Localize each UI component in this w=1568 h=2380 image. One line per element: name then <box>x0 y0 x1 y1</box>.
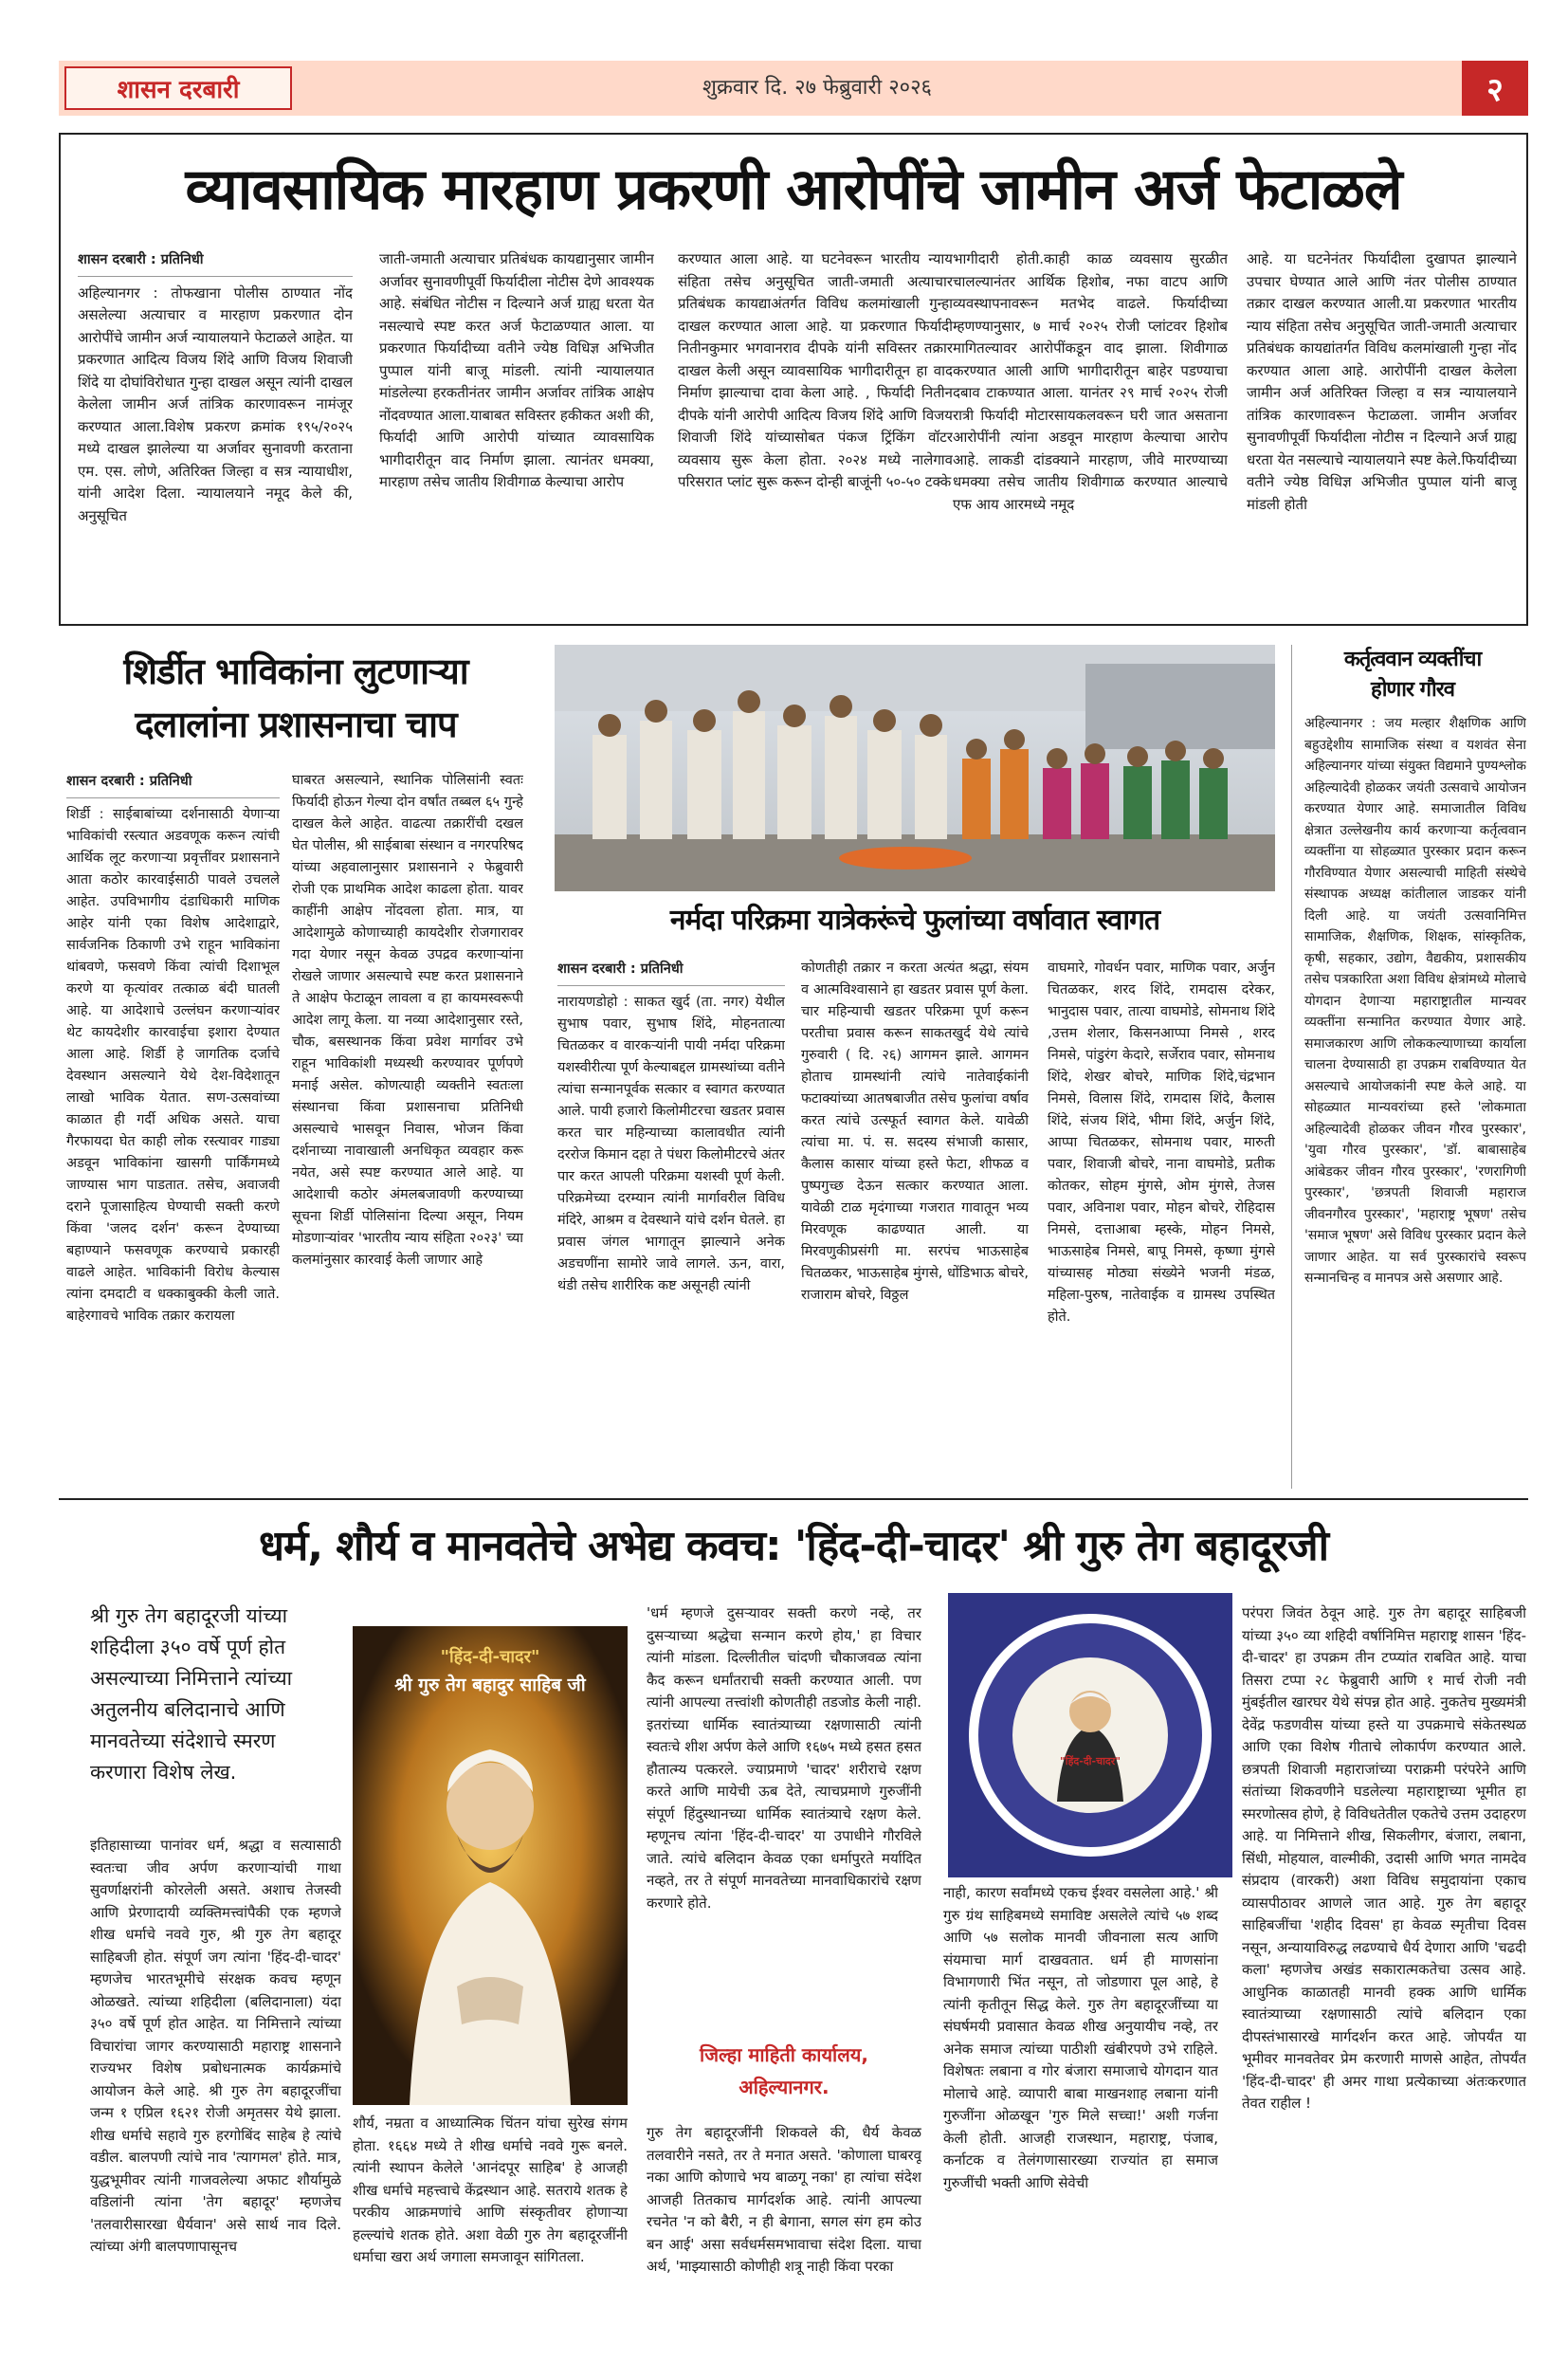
masthead-date: शुक्रवार दि. २७ फेब्रुवारी २०२६ <box>702 76 932 100</box>
poster-name: श्री गुरु तेग बहादुर साहिब जी <box>394 1675 586 1695</box>
poster-title: "हिंद-दी-चादर" <box>440 1647 540 1667</box>
narmada-col-1-text: नारायणडोहो : साकत खुर्द (ता. नगर) येथील सुभाष पवार, सुभाष शिंदे, मोहनतात्या चितळकर व वारकऱ्यांनी पायी नर्मदा परिक्रमा यशस्वीरीत्या पूर्ण केल्याबद्दल ग्रामस्थांच्या वतीने त्यांचा सन्मानपूर्वक सत्कार व स्वागत करण्यात आले. पायी हजारो किलोमीटरचा खडतर प्रवास करत चार महिन्याच्या कालावधीत त्यांनी दररोज किमान दहा ते पंधरा किलोमीटरचे अंतर पार करत आपली परिक्रमा यशस्वी पूर्ण केली. परिक्रमेच्या दरम्यान त्यांनी मार्गावरील विविध मंदिरे, आश्रम व देवस्थाने यांचे दर्शन घेतले. हा प्रवास जंगल भागातून झाल्याने अनेक अडचणींना सामोरे जावे लागले. ऊन, वारा, थंडी तसेच शारीरिक कष्ट असूनही त्यांनी <box>557 994 785 1293</box>
narmada-col-2-text: कोणतीही तक्रार न करता अत्यंत श्रद्धा, संयम व आत्मविश्वासाने हा खडतर प्रवास पूर्ण केला. चार महिन्याची खडतर परिक्रमा पूर्ण करून परतीचा प्रवास करून साकतखुर्द येथे त्यांचे गुरुवारी ( दि. २६) आगमन झाले. आगमन होताच ग्रामस्थांनी त्यांचे नातेवाईकांनी फटाक्यांच्या आतषबाजीत तसेच फुलांचा वर्षाव करत त्यांचे उत्स्फूर्त स्वागत केले. यावेळी त्यांचा मा. पं. स. सदस्य संभाजी कासार, कैलास कासार यांच्या हस्ते फेटा, शीफळ व पुष्पगुच्छ देऊन सत्कार करण्यात आला. यावेळी टाळ मृदंगाच्या गजरात गावातून भव्य मिरवणूक काढण्यात आली. या मिरवणुकीप्रसंगी मा. सरपंच भाऊसाहेब चितळकर, भाऊसाहेब मुंगसे, धोंडिभाऊ बोचरे, राजाराम बोचरे, विठ्ठल <box>801 961 1029 1303</box>
sidebar-body <box>1304 713 1526 1489</box>
lead-col-2 <box>379 248 654 618</box>
narmada-col-2 <box>801 958 1029 1489</box>
hind-di-chadar-logo <box>948 1593 1232 1877</box>
masthead-brand: शासन दरबारी <box>117 76 240 104</box>
narmada-col-3 <box>1048 958 1275 1489</box>
lead-col-4 <box>953 248 1228 618</box>
sidebar-divider <box>1291 645 1292 1489</box>
guru-col-6: परंपरा जिवंत ठेवून आहे. गुरु तेग बहादूर साहिबजी यांच्या ३५० व्या शहिदी वर्षानिमित्त महाराष्ट्र शासन 'हिंद-दी-चादर' हा उपक्रम तीन टप्प्यांत राबवित आहे. याचा तिसरा टप्पा २८ फेब्रुवारी आणि १ मार्च रोजी नवी मुंबईतील खारघर येथे संपन्न होत आहे. नुकतेच मुख्यमंत्री देवेंद्र फडणवीस यांच्या हस्ते या उपक्रमाचे संकेतस्थळ आणि एका विशेष गीताचे लोकार्पण करण्यात आले. छत्रपती शिवाजी महाराजांच्या पराक्रमी परंपरेने आणि संतांच्या शिकवणीने घडलेल्या महाराष्ट्राच्या भूमीत हा स्मरणोत्सव होणे, हे विविधतेतील एकतेचे उत्तम उदाहरण आहे. या निमित्ताने शीख, सिकलीगर, बंजारा, लबाना, सिंधी, मोहयाल, वाल्मीकी, उदासी आणि भगत नामदेव संप्रदाय (वारकरी) अशा विविध समुदायांना एकाच व्यासपीठावर आणले जात आहे. गुरु तेग बहादूर साहिबजींचा 'शहीद दिवस' हा केवळ स्मृतीचा दिवस नसून, अन्यायाविरुद्ध लढण्याचे धैर्य देणारा आणि 'चढदी कला' म्हणजेच अखंड सकारात्मकतेचा उत्सव आहे. आधुनिक काळातही मानवी हक्क आणि धार्मिक स्वातंत्र्याच्या रक्षणासाठी त्यांचे बलिदान एका दीपस्तंभासारखे मार्गदर्शन करत आहे. जोपर्यंत या भूमीवर मानवतेवर प्रेम करणारी माणसे आहेत, तोपर्यंत 'हिंद-दी-चादर' ही अमर गाथा प्रत्येकाच्या अंतःकरणात तेवत राहील ! <box>1242 1604 1526 2112</box>
guru-intro: श्री गुरु तेग बहादूरजी यांच्या शहिदीला ३५० वर्षे पूर्ण होत असल्याच्या निमित्ताने त्यांच्या अतुलनीय बलिदानाचे आणि मानवतेच्या संदेशाचे स्मरण करणारा विशेष लेख. <box>90 1604 293 1784</box>
lead-col-2-text: जाती-जमाती अत्याचार प्रतिबंधक कायद्यानुसार जामीन अर्जावर सुनावणीपूर्वी फिर्यादीला नोटीस देणे आवश्यक आहे. संबंधित नोटीस न दिल्याने अर्ज ग्राह्य धरता येत नसल्याचे स्पष्ट करत अर्ज फेटाळण्यात आला. या प्रकरणात फिर्यादीच्या वतीने ज्येष्ठ विधिज्ञ अभिजीत पुप्पाल यांनी बाजू मांडली. त्यांनी न्यायालयात मांडलेल्या हरकतीनंतर जामीन अर्जावर तांत्रिक आक्षेप नोंदवण्यात आला.याबाबत सविस्तर हकीकत अशी की, फिर्यादी आणि आरोपी यांच्यात व्यावसायिक भागीदारीतून वाद निर्माण झाला. त्यानंतर धमक्या, मारहाण तसेच जातीय शिवीगाळ केल्याचा आरोप <box>379 250 654 490</box>
narmada-headline: नर्मदा परिक्रमा यात्रेकरूंचे फुलांच्या वर्षावात स्वागत <box>669 904 1160 937</box>
shirdi-col-2-text: घाबरत असल्याने, स्थानिक पोलिसांनी स्वतः फिर्यादी होऊन गेल्या दोन वर्षांत तब्बल ६५ गुन्हे दाखल केले आहेत. वाढत्या तक्रारींची दखल घेत पोलीस, श्री साईबाबा संस्थान व नगरपरिषद यांच्या अहवालानुसार प्रशासनाने २ फेब्रुवारी रोजी एक प्राथमिक आदेश काढला होता. यावर काहींनी आक्षेप नोंदवला होता. मात्र, या आदेशामुळे कोणाच्याही कायदेशीर रोजगारावर गदा येणार नसून केवळ उपद्रव करणाऱ्यांना रोखले जाणार असल्याचे स्पष्ट करत प्रशासनाने ते आक्षेप फेटाळून लावला व हा कायमस्वरूपी आदेश लागू केला. या नव्या आदेशानुसार रस्ते, चौक, बसस्थानक किंवा प्रवेश मार्गावर उभे राहून भाविकांशी मध्यस्थी करण्यावर पूर्णपणे मनाई असेल. कोणत्याही व्यक्तीने स्वतःला संस्थानचा किंवा प्रशासनाचा प्रतिनिधी असल्याचे भासवून निवास, भोजन किंवा दर्शनाच्या नावाखाली अनधिकृत व्यवहार करू नयेत, असे स्पष्ट करण्यात आले आहे. या आदेशाची कठोर अंमलबजावणी करण्याच्या सूचना शिर्डी पोलिसांना दिल्या असून, नियम मोडणाऱ्यांवर 'भारतीय न्याय संहिता २०२३' च्या कलमांनुसार कारवाई केली जाणार आहे <box>292 773 523 1268</box>
guru-divider <box>59 1498 1528 1500</box>
narmada-photo <box>555 645 1275 891</box>
guru-col-1: इतिहासाच्या पानांवर धर्म, श्रद्धा व सत्यासाठी स्वतःचा जीव अर्पण करणाऱ्यांची गाथा सुवर्णाक्षरांनी कोरलेली असते. अशाच तेजस्वी आणि प्रेरणादायी व्यक्तिमत्त्वांपैकी एक म्हणजे शीख धर्माचे नववे गुरु, श्री गुरु तेग बहादूर साहिबजी होत. संपूर्ण जग त्यांना 'हिंद-दी-चादर' म्हणजेच भारतभूमीचे संरक्षक कवच म्हणून ओळखते. त्यांच्या शहिदीला (बलिदानाला) यंदा ३५० वर्षे पूर्ण होत आहेत. या निमित्ताने त्यांच्या विचारांचा जागर करण्यासाठी महाराष्ट्र शासनाने राज्यभर विशेष प्रबोधनात्मक कार्यक्रमांचे आयोजन केले आहे. श्री गुरु तेग बहादूरजींचा जन्म १ एप्रिल १६२१ रोजी अमृतसर येथे झाला. शीख धर्माचे सहावे गुरु हरगोबिंद साहेब हे त्यांचे वडील. बालपणी त्यांचे नाव 'त्यागमल' होते. मात्र, युद्धभूमीवर त्यांनी गाजवलेल्या अफाट शौर्यामुळे वडिलांनी त्यांना 'तेग बहादूर' म्हणजेच 'तलवारीसारखा धैर्यवान' असे सार्थ नाव दिले. त्यांच्या अंगी बालपणापासूनच <box>90 1837 341 2255</box>
guru-col-3: 'धर्म म्हणजे दुसऱ्यावर सक्ती करणे नव्हे, तर दुसऱ्याच्या श्रद्धेचा सन्मान करणे होय,' हा विचार त्यांनी मांडला. दिल्लीतील चांदणी चौकाजवळ त्यांना कैद करून धर्मांतराची सक्ती करण्यात आली. पण त्यांनी आपल्या तत्त्वांशी कोणतीही तडजोड केली नाही. इतरांच्या धार्मिक स्वातंत्र्याच्या रक्षणासाठी त्यांनी स्वतःचे शीश अर्पण केले आणि १६७५ मध्ये हसत हसत हौतात्म्य पत्करले. ज्याप्रमाणे 'चादर' शरीराचे रक्षण करते आणि मायेची ऊब देते, त्याचप्रमाणे गुरुजींनी संपूर्ण हिंदुस्थानच्या धार्मिक स्वातंत्र्याचे रक्षण केले. म्हणूनच त्यांना 'हिंद-दी-चादर' या उपाधीने गौरविले जाते. त्यांचे बलिदान केवळ एका धर्मापुरते मर्यादित नव्हते, तर ते संपूर्ण मानवतेच्या मानवाधिकारांचे रक्षण करणारे होते. <box>647 1604 921 1912</box>
sidebar-headline: कर्तृत्ववान व्यक्तींचा होणार गौरव <box>1343 648 1482 702</box>
shirdi-col-2 <box>292 770 523 1491</box>
info-office-box: जिल्हा माहिती कार्यालय, अहिल्यानगर. <box>700 2043 868 2098</box>
lead-col-5 <box>1247 248 1517 618</box>
page-number: २ <box>1462 61 1528 116</box>
lead-col-3-text: करण्यात आला आहे. या घटनेवरून भारतीय न्याय संहिता तसेच अनुसूचित जाती-जमाती अत्याचार प्रतिबंधक कायद्याअंतर्गत विविध कलमांखाली गुन्हा दाखल करण्यात आला आहे. या प्रकरणात फिर्यादी नितीनकुमार भगवानराव दीपके यांनी सविस्तर तक्रार दाखल केली असून व्यावसायिक भागीदारीतून हा वाद निर्माण झाल्याचा दावा केला आहे. , फिर्यादी नितीन दीपके यांनी आरोपी आदित्य विजय शिंदे आणि विजय शिवाजी शिंदे यांच्यासोबत पंकज ट्रिंकिंग वॉटर व्यवसाय सुरू केला होता. २०२४ मध्ये नालेगाव परिसरात प्लांट सुरू करून दोन्ही बाजूंनी ५०-५० टक्के <box>678 250 953 490</box>
narmada-col-3-text: वाघमारे, गोवर्धन पवार, माणिक पवार, अर्जुन चितळकर, शरद शिंदे, रामदास दरेकर, भानुदास पवार, तात्या वाघमोडे, सोमनाथ शिंदे ,उत्तम शेलार, किसनआप्पा निमसे , शरद निमसे, पांडुरंग केदारे, सर्जेराव पवार, सोमनाथ शिंदे, शेखर बोचरे, माणिक शिंदे,चंद्रभान निमसे, विलास शिंदे, रामदास शिंदे, कैलास शिंदे, संजय शिंदे, भीमा शिंदे, अर्जुन शिंदे, आप्पा चितळकर, सोमनाथ पवार, मारुती पवार, शिवाजी बोचरे, नाना वाघमोडे, प्रतीक कोतकर, सोहम मुंगसे, ओम मुंगसे, तेजस पवार, अविनाश पवार, मोहन बोचरे, रोहिदास निमसे, दत्ताआबा म्हस्के, मोहन निमसे, भाऊसाहेब निमसे, बापू निमसे, कृष्णा मुंगसे यांच्यासह मोठ्या संख्येने भजनी मंडळ, महिला-पुरुष, नातेवाईक व ग्रामस्थ उपस्थित होते. <box>1048 961 1275 1325</box>
logo-center-text: "हिंद-दी-चादर" <box>1060 1755 1121 1767</box>
shirdi-headline: शिर्डीत भाविकांना लुटणाऱ्या दलालांना प्रशासनाचा चाप <box>123 650 468 745</box>
guru-poster <box>353 1626 628 2105</box>
lead-col-5-text: आहे. या घटनेनंतर फिर्यादीला दुखापत झाल्याने उपचार घेण्यात आले आणि नंतर पोलीस ठाण्यात तक्रार दाखल करण्यात आली.या प्रकरणात भारतीय न्याय संहिता तसेच अनुसूचित जाती-जमाती अत्याचार प्रतिबंधक कायद्यांतर्गत विविध कलमांखाली गुन्हा नोंद करण्यात आला आहे. आरोपींनी दाखल केलेला जामीन अर्ज अतिरिक्त जिल्हा व सत्र न्यायालयाने तांत्रिक कारणावरून फेटाळला. जामीन अर्जावर सुनावणीपूर्वी फिर्यादीला नोटीस न दिल्याने अर्ज ग्राह्य धरता येत नसल्याचे न्यायालयाने स्पष्ट केले.फिर्यादीच्या वतीने ज्येष्ठ विधिज्ञ अभिजीत पुप्पाल यांनी बाजू मांडली होती <box>1247 250 1517 513</box>
shirdi-col-1-text: शिर्डी : साईबाबांच्या दर्शनासाठी येणाऱ्या भाविकांची रस्त्यात अडवणूक करून त्यांची आर्थिक लूट करणाऱ्या प्रवृत्तींवर प्रशासनाने आता कठोर कारवाईसाठी पावले उचलले आहेत. उपविभागीय दंडाधिकारी माणिक आहेर यांनी एका विशेष आदेशाद्वारे, सार्वजनिक ठिकाणी उभे राहून भाविकांना थांबवणे, फसवणे किंवा त्यांची दिशाभूल करणे या कृत्यांवर तत्काळ बंदी घातली आहे. या आदेशाचे उल्लंघन करणाऱ्यांवर थेट कायदेशीर कारवाईचा इशारा देण्यात आला आहे. शिर्डी हे जागतिक दर्जाचे देवस्थान असल्याने येथे देश-विदेशातून लाखो भाविक येतात. सण-उत्सवांच्या काळात ही गर्दी अधिक असते. याचा गैरफायदा घेत काही लोक रस्त्यावर गाड्या अडवून भाविकांना खासगी पार्किंगमध्ये जाण्यास भाग पाडतात. तसेच, अवाजवी दराने पूजासाहित्य घेण्याची सक्ती करणे किंवा 'जलद दर्शन' करून देण्याच्या बहाण्याने फसवणूक करण्याचे प्रकारही वाढले आहेत. भाविकांनी विरोध केल्यास त्यांना दमदाटी व धक्काबुक्की केली जाते. बाहेरगावचे भाविक तक्रार करायला <box>66 806 280 1324</box>
masthead <box>59 61 1528 116</box>
guru-col-4: गुरु तेग बहादूरजींनी शिकवले की, धैर्य केवळ तलवारीने नसते, तर ते मनात असते. 'कोणाला घाबरवू नका आणि कोणाचे भय बाळगू नका' हा त्यांचा संदेश आजही तितकाच मार्गदर्शक आहे. त्यांनी आपल्या रचनेत 'न को बैरी, न ही बेगाना, सगल संग हम कोउ बन आई' असा सर्वधर्मसमभावाचा संदेश दिला. याचा अर्थ, 'माझ्यासाठी कोणीही शत्रू नाही किंवा परका <box>647 2124 921 2275</box>
lead-byline: शासन दरबारी : प्रतिनिधी <box>78 248 353 277</box>
shirdi-col-1 <box>66 770 280 1491</box>
narmada-byline: शासन दरबारी : प्रतिनिधी <box>557 958 785 986</box>
lead-col-1 <box>78 248 353 618</box>
lead-col-3 <box>678 248 953 618</box>
guru-col-5: नाही, कारण सर्वांमध्ये एकच ईश्वर वसलेला आहे.' श्री गुरु ग्रंथ साहिबमध्ये समाविष्ट असलेले त्यांचे ५७ शब्द आणि ५७ सलोक मानवी जीवनाला सत्य आणि संयमाचा मार्ग दाखवतात. धर्म ही माणसांना विभागणारी भिंत नसून, तो जोडणारा पूल आहे, हे त्यांनी कृतीतून सिद्ध केले. गुरु तेग बहादूरजींच्या या संघर्षमयी प्रवासात केवळ शीख अनुयायीच नव्हे, तर अनेक समाज त्यांच्या पाठीशी खंबीरपणे उभे राहिले. विशेषतः लबाना व गोर बंजारा समाजाचे योगदान यात मोलाचे आहे. व्यापारी बाबा माखनशाह लबाना यांनी गुरुजींना ओळखून 'गुरु मिले सच्चा!' अशी गर्जना केली होती. आजही राजस्थान, महाराष्ट्र, पंजाब, कर्नाटक व तेलंगणासारख्या राज्यांत हा समाज गुरुजींची भक्ती आणि सेवेची <box>943 1884 1218 2191</box>
sidebar-body-text: अहिल्यानगर : जय मल्हार शैक्षणिक आणि बहुउद्देशीय सामाजिक संस्था व यशवंत सेना अहिल्यानगर यांच्या संयुक्त विद्यमाने पुण्यश्लोक अहिल्यादेवी होळकर जयंती उत्सवाचे आयोजन करण्यात येणार आहे. समाजातील विविध क्षेत्रात उल्लेखनीय कार्य करणाऱ्या कर्तृत्ववान व्यक्तींना या सोहळ्यात पुरस्कार प्रदान करून गौरविण्यात येणार असल्याची माहिती संस्थेचे संस्थापक अध्यक्ष कांतीलाल जाडकर यांनी दिली आहे. या जयंती उत्सवानिमित्त सामाजिक, शैक्षणिक, शिक्षक, सांस्कृतिक, कृषी, सहकार, उद्योग, वैद्यकीय, प्रशासकीय तसेच पत्रकारिता अशा विविध क्षेत्रांमध्ये मोलाचे योगदान देणाऱ्या महाराष्ट्रातील मान्यवर व्यक्तींना सन्मानित करण्यात येणार आहे. समाजकारण आणि लोककल्याणाच्या कार्याला चालना देण्यासाठी हा उपक्रम राबविण्यात येत असल्याचे आयोजकांनी स्पष्ट केले आहे. या सोहळ्यात मान्यवरांच्या हस्ते 'लोकमाता अहिल्यादेवी होळकर जीवन गौरव पुरस्कार', 'युवा गौरव पुरस्कार', 'डॉ. बाबासाहेब आंबेडकर जीवन गौरव पुरस्कार', 'रणरागिणी पुरस्कार', 'छत्रपती शिवाजी महाराज जीवनगौरव पुरस्कार', 'महाराष्ट्र भूषण' तसेच 'समाज भूषण' असे विविध पुरस्कार प्रदान केले जाणार आहेत. या सर्व पुरस्कारांचे स्वरूप सन्मानचिन्ह व मानपत्र असे असणार आहे. <box>1304 716 1526 1286</box>
guru-col-2-tail: शौर्य, नम्रता व आध्यात्मिक चिंतन यांचा सुरेख संगम होता. १६६४ मध्ये ते शीख धर्माचे नववे गुरू बनले. त्यांनी स्थापन केलेले 'आनंदपूर साहिब' हे आजही शीख धर्माचे महत्त्वाचे केंद्रस्थान आहे. सतराये शतक हे परकीय आक्रमणांचे आणि संस्कृतीवर होणाऱ्या हल्ल्यांचे शतक होते. अशा वेळी गुरु तेग बहादूरजींनी धर्माचा खरा अर्थ जगाला समजावून सांगितला. <box>353 2115 628 2265</box>
shirdi-byline: शासन दरबारी : प्रतिनिधी <box>66 770 280 798</box>
narmada-col-1 <box>557 958 785 1489</box>
lead-col-4-text: भागीदारी होती.काही काळ व्यवसाय सुरळीत चालल्यानंतर आर्थिक हिशोब, नफा वाटप आणि व्यवस्थापनावरून मतभेद वाढले. फिर्यादीच्या म्हणण्यानुसार, ७ मार्च २०२५ रोजी प्लांटवर हिशोब मागितल्यावर आरोपींकडून वाद झाला. शिवीगाळ करण्यात आली आणि भागीदारीतून बाहेर पडण्याचा दबाव टाकण्यात आला. यानंतर २९ मार्च २०२५ रोजी रात्री फिर्यादी मोटारसायकलवरून घरी जात असताना आरोपींनी त्यांना अडवून मारहाण केल्याचा आरोप आहे. लाकडी दांडक्याने मारहाण, जीवे मारण्याच्या धमक्या तसेच जातीय शिवीगाळ करण्यात आल्याचे एफ आय आरमध्ये नमूद <box>953 250 1228 513</box>
lead-headline: व्यावसायिक मारहाण प्रकरणी आरोपींचे जामीन अर्ज फेटाळले <box>185 156 1402 223</box>
guru-headline: धर्म, शौर्य व मानवतेचे अभेद्य कवच: 'हिंद-दी-चादर' श्री गुरु तेग बहादूरजी <box>258 1522 1329 1570</box>
masthead-logo <box>64 66 292 110</box>
lead-col-1-text: अहिल्यानगर : तोफखाना पोलीस ठाण्यात नोंद असलेल्या अत्याचार व मारहाण प्रकरणात दोन आरोपींचे जामीन अर्ज न्यायालयाने फेटाळले आहेत. या प्रकरणात आदित्य विजय शिंदे आणि विजय शिवाजी शिंदे या दोघांविरोधात गुन्हा दाखल असून त्यांनी दाखल केलेला जामीन अर्ज तांत्रिक कारणावरून नामंजूर करण्यात आला.विशेष प्रकरण क्रमांक १९५/२०२५ मध्ये दाखल झालेल्या या अर्जावर सुनावणी करताना एम. एस. लोणे, अतिरिक्त जिल्हा व सत्र न्यायाधीश, यांनी आदेश दिला. न्यायालयाने नमूद केले की, अनुसूचित <box>78 284 353 524</box>
